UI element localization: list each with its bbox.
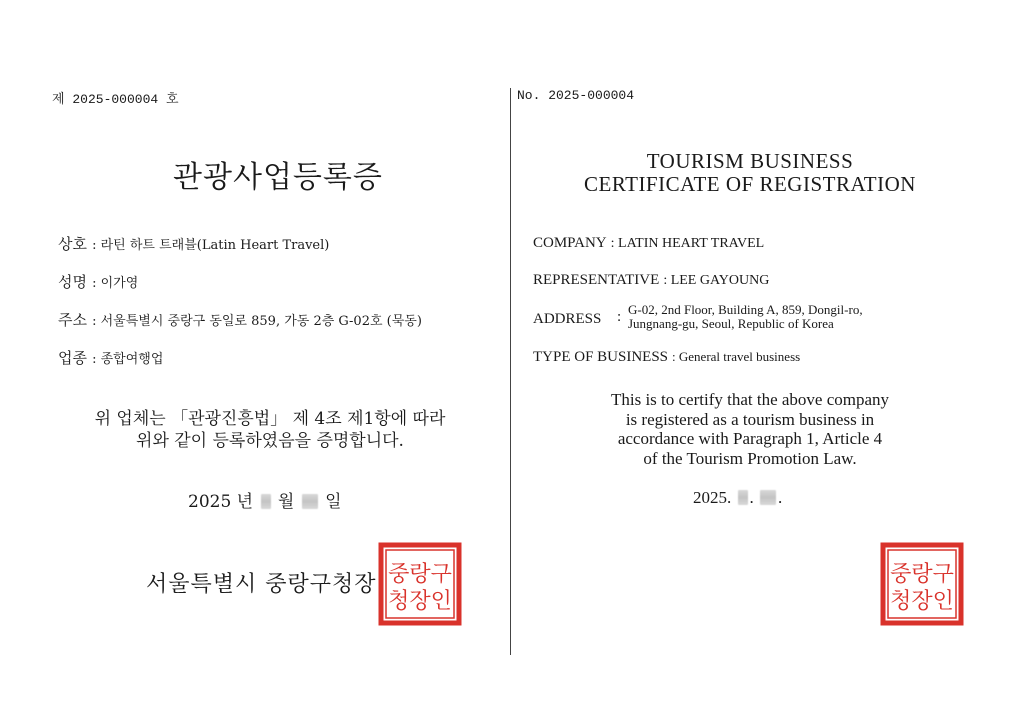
english-title-line1: TOURISM BUSINESS (646, 149, 854, 173)
korean-doc-number: 제 2025-000004 호 (52, 92, 179, 107)
korean-field-address-label: 주소 (58, 311, 87, 329)
redacted-day (302, 494, 318, 509)
english-field-business-label: TYPE OF BUSINESS (533, 349, 669, 365)
english-field-company-label: COMPANY (533, 235, 607, 251)
english-statement (520, 390, 980, 468)
korean-date-month: 월 (277, 492, 295, 512)
korean-field-business-value: : 종합여행업 (92, 352, 164, 367)
korean-field-name (58, 271, 138, 292)
korean-field-name-value: : 이가영 (92, 276, 139, 291)
english-title (520, 150, 980, 196)
english-field-address-line2: Jungnang-gu, Seoul, Republic of Korea (628, 316, 834, 331)
korean-statement-line1: 위 업체는 「관광진흥법」 제 4조 제1항에 따라 (94, 409, 446, 429)
redacted-month (738, 490, 748, 505)
korean-date (188, 487, 342, 512)
redacted-day (760, 490, 776, 505)
redacted-month (261, 494, 271, 509)
korean-field-company (58, 233, 329, 254)
english-field-company-value: : LATIN HEART TRAVEL (610, 236, 765, 251)
korean-issuer: 서울특별시 중랑구청장 (146, 572, 377, 597)
korean-statement (60, 408, 480, 452)
korean-field-company-label: 상호 (58, 235, 87, 253)
english-field-business (533, 348, 800, 366)
english-statement-line3: accordance with Paragraph 1, Article 4 (617, 429, 883, 448)
english-field-address-colon: : (617, 309, 622, 325)
svg-text:청장인: 청장인 (890, 589, 954, 614)
korean-field-name-label: 성명 (58, 273, 87, 291)
english-date-year: 2025. (693, 488, 732, 507)
english-field-representative-value: : LEE GAYOUNG (663, 273, 770, 288)
english-field-company (533, 234, 764, 252)
svg-text:중랑구: 중랑구 (890, 562, 954, 587)
korean-field-company-value: : 라틴 하트 트래블(Latin Heart Travel) (92, 238, 330, 253)
english-statement-line1: This is to certify that the above company (610, 390, 890, 409)
korean-field-business (58, 347, 163, 368)
korean-field-address (58, 309, 422, 330)
korean-date-year: 2025 년 (188, 492, 254, 512)
english-field-representative-label: REPRESENTATIVE (533, 272, 660, 288)
english-statement-line4: of the Tourism Promotion Law. (643, 448, 857, 468)
korean-date-day: 일 (325, 492, 342, 512)
svg-text:청장인: 청장인 (388, 589, 452, 614)
english-date: 2025. . . (693, 488, 783, 507)
english-field-business-value: : General travel business (672, 349, 801, 364)
official-seal-icon (880, 542, 964, 626)
korean-field-address-value: : 서울특별시 중랑구 동일로 859, 가동 2층 G-02호 (묵동) (92, 314, 422, 329)
english-field-representative (533, 271, 769, 289)
korean-field-business-label: 업종 (58, 349, 87, 367)
korean-statement-line2: 위와 같이 등록하였음을 증명합니다. (136, 431, 404, 451)
page-divider (510, 88, 511, 655)
official-seal-icon (378, 542, 462, 626)
svg-text:중랑구: 중랑구 (388, 562, 452, 587)
english-doc-number: No. 2025-000004 (517, 88, 635, 103)
korean-title: 관광사업등록증 (173, 160, 383, 195)
english-field-address-label: ADDRESS (533, 311, 602, 327)
english-statement-line2: is registered as a tourism business in (625, 409, 875, 429)
english-field-address-line1: G-02, 2nd Floor, Building A, 859, Dongil-ro, (628, 302, 863, 317)
english-title-line2: CERTIFICATE OF REGISTRATION (584, 172, 916, 196)
